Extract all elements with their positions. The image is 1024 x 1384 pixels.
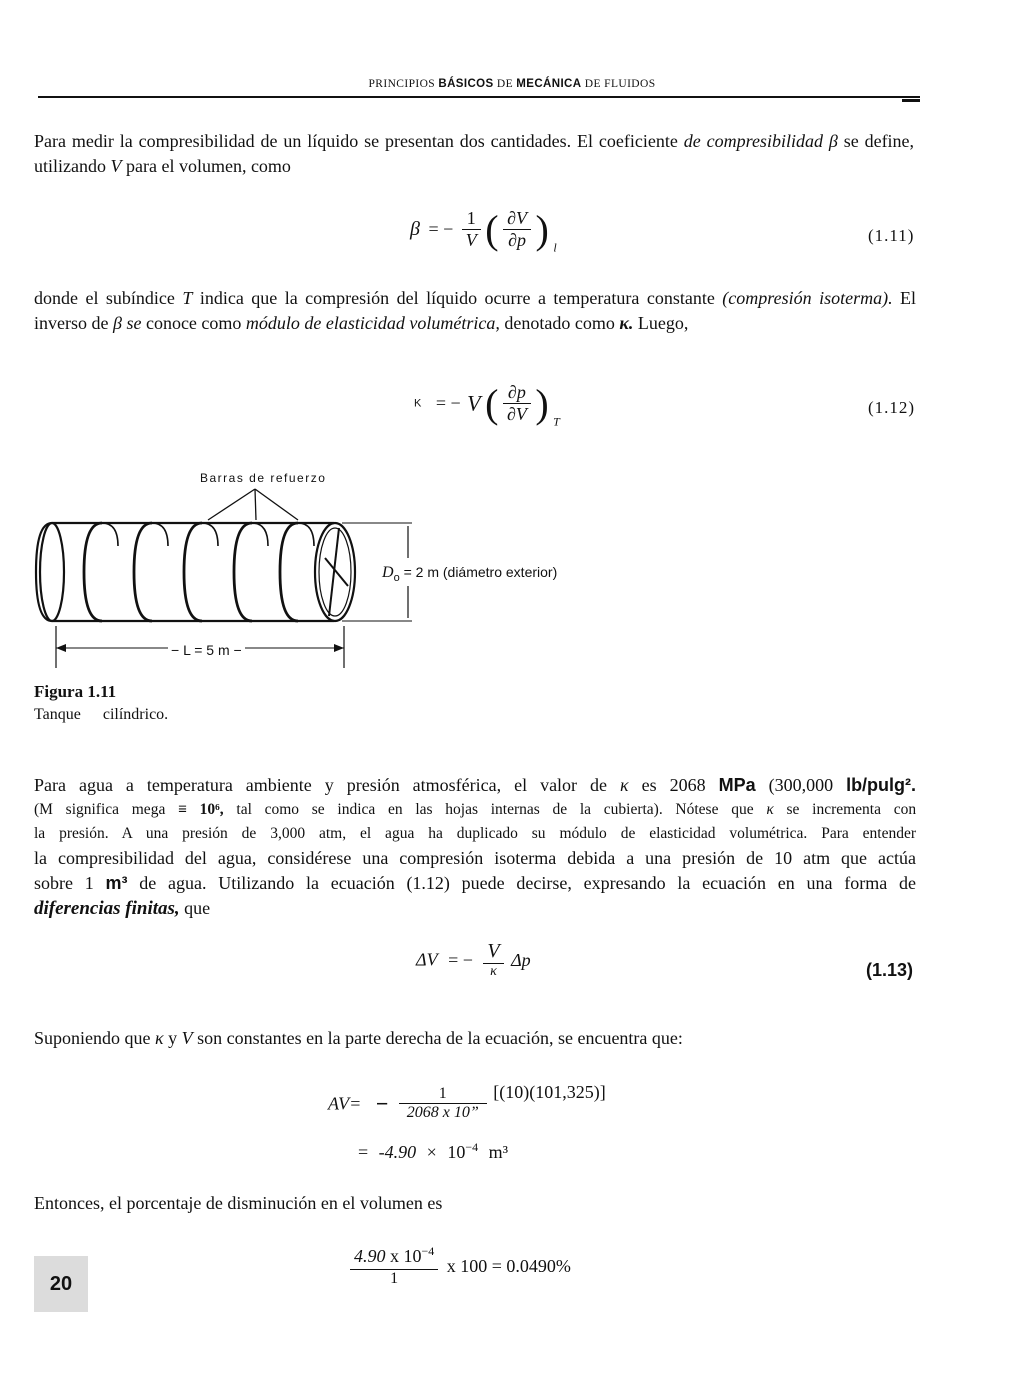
calc-operator: × <box>426 1142 437 1162</box>
eq-subscript: l <box>553 240 557 255</box>
denominator: κ <box>490 964 497 979</box>
eq-symbol: ΔV <box>416 949 438 970</box>
left-paren: ( <box>485 207 499 252</box>
figure-caption-title: Figura 1.11 <box>34 682 117 701</box>
text: indica que la compresión del líquido ocurre a temperatura constante <box>199 288 715 308</box>
diameter-label <box>382 564 557 584</box>
text: para el volumen, como <box>125 156 291 176</box>
text: tal como se indica en las hojas internas de la cubierta). Nótese que <box>236 801 754 818</box>
eq-symbol: K <box>414 397 422 410</box>
text: la compresibilidad del agua, considérese una compresión isoterma debida a una presión de 10 atm que actúa <box>34 848 916 868</box>
page-number: 20 <box>34 1256 88 1312</box>
right-paren: ) <box>535 381 549 426</box>
operator: x <box>390 1246 399 1266</box>
text: sobre 1 <box>34 873 94 893</box>
paragraph-2 <box>34 286 916 336</box>
text: que <box>184 898 211 918</box>
symbol: β <box>112 313 122 333</box>
header-rule <box>38 96 920 98</box>
text: Entonces, el porcentaje de disminución en el volumen es <box>34 1193 443 1213</box>
symbol: ≡ <box>178 801 187 818</box>
text: conoce como <box>145 313 242 333</box>
eq-symbol: β <box>410 218 420 240</box>
text: se <box>126 313 142 333</box>
paragraph-3 <box>34 773 916 921</box>
equation-number: (1.11) <box>868 226 915 245</box>
symbol: V <box>110 156 122 176</box>
numerator <box>350 1244 438 1270</box>
text: (300,000 <box>768 775 834 795</box>
eq-operator: = − <box>435 393 461 413</box>
text: isoterma). <box>819 288 893 308</box>
header-word: DE FLUIDOS <box>584 78 656 90</box>
exponent: −4 <box>421 1244 435 1258</box>
text: la presión. A una presión de 3,000 atm, el agua ha duplicado su módulo de elasticidad volumétrica. Para entender <box>34 825 916 842</box>
eq-symbol: Δp <box>511 949 531 970</box>
right-paren: ) <box>535 207 549 252</box>
symbol: κ <box>766 801 774 818</box>
text: (compresión <box>722 288 812 308</box>
eq-subscript: T <box>553 414 560 429</box>
text: El inverso de <box>34 288 917 333</box>
text: (M significa mega <box>34 801 166 818</box>
text: diferencias finitas, <box>34 898 180 919</box>
calc-power-base: 10 <box>447 1142 466 1162</box>
symbol: κ <box>155 1028 164 1048</box>
calc-operator: = <box>358 1142 369 1162</box>
paragraph-5 <box>34 1191 916 1216</box>
denominator: 1 <box>390 1270 399 1287</box>
unit: MPa <box>718 775 756 795</box>
text: Suponiendo que <box>34 1028 151 1048</box>
calculation-line-2 <box>358 1140 508 1163</box>
equation-1-11 <box>410 206 557 262</box>
text: Luego, <box>637 313 689 333</box>
text: = 2 m (diámetro exterior) <box>403 564 558 580</box>
calc-operator: − <box>375 1090 389 1116</box>
header-word: MECÁNICA <box>516 78 582 90</box>
numerator: 1 <box>462 208 481 230</box>
eq-operator: = − <box>428 219 454 239</box>
numerator: V <box>483 940 503 964</box>
calc-fraction <box>399 1085 487 1122</box>
text: módulo de elasticidad volumétrica, <box>245 313 500 333</box>
symbol: 10⁶, <box>199 801 224 818</box>
numerator: ∂p <box>503 382 531 404</box>
denominator: V <box>465 230 477 250</box>
denominator: ∂p <box>508 230 526 250</box>
equation-number: (1.13) <box>866 960 914 980</box>
denominator: ∂V <box>506 404 527 424</box>
equation-number: (1.12) <box>868 398 916 417</box>
eq-operator: = − <box>448 949 473 970</box>
calc-value: -4.90 <box>378 1142 417 1162</box>
numerator: ∂V <box>503 208 531 230</box>
paragraph-4 <box>34 1026 916 1051</box>
calc-lhs: AV= <box>328 1093 362 1114</box>
symbol: β <box>828 131 838 151</box>
symbol: κ. <box>619 313 634 333</box>
eq-fraction <box>503 208 531 251</box>
unit: lb/pulg². <box>846 775 917 795</box>
calculation-line-1 <box>328 1082 606 1122</box>
text: donde el subíndice <box>34 288 175 308</box>
text: denotado como <box>504 313 615 333</box>
eq-fraction <box>503 382 531 425</box>
text: de agua. Utilizando la ecuación (1.12) puede decirse, expresando la ecuación en una forma de <box>139 873 917 893</box>
equation-1-13 <box>416 940 531 996</box>
symbol: κ <box>620 775 629 795</box>
text: Para medir la compresibilidad de un líquido se presentan dos cantidades. El coeficiente <box>34 131 678 151</box>
running-header <box>0 78 1024 90</box>
equation-1-12 <box>414 380 560 436</box>
text: se define, utilizando <box>34 131 915 176</box>
value: 4.90 <box>354 1246 386 1266</box>
text: y <box>168 1028 178 1048</box>
percentage-calculation <box>350 1244 571 1288</box>
text: es 2068 <box>641 775 706 795</box>
eq-fraction <box>483 940 503 980</box>
text: se incrementa con <box>786 801 917 818</box>
eq-symbol: V <box>467 390 481 416</box>
power-base: 10 <box>403 1246 422 1266</box>
subscript: o <box>393 571 400 584</box>
denominator: 2068 x 10” <box>406 1104 479 1122</box>
calc-bracket: [(10)(101,325)] <box>493 1082 606 1102</box>
numerator: 1 <box>399 1085 487 1104</box>
text: Para agua a temperatura ambiente y presión atmosférica, el valor de <box>34 775 608 795</box>
pct-result: x 100 = 0.0490% <box>446 1255 571 1276</box>
text: de compresibilidad <box>683 131 823 151</box>
left-paren: ( <box>485 381 499 426</box>
eq-fraction <box>462 208 481 251</box>
pct-fraction <box>350 1244 438 1288</box>
symbol: T <box>182 288 193 308</box>
header-rule-tick <box>902 99 920 102</box>
header-word: BÁSICOS <box>438 78 494 90</box>
figure-caption-text: Tanque cilíndrico. <box>34 706 169 723</box>
calc-exponent: −4 <box>465 1140 479 1154</box>
figure-label-reinforcement: Barras de refuerzo <box>200 471 327 485</box>
header-word: PRINCIPIOS <box>368 78 436 90</box>
calc-unit: m³ <box>488 1142 508 1162</box>
header-word: DE <box>496 78 514 90</box>
text: son constantes en la parte derecha de la ecuación, se encuentra que: <box>197 1028 683 1048</box>
unit: m³ <box>105 873 128 893</box>
symbol: D <box>382 564 394 581</box>
length-label: − L = 5 m − <box>168 642 245 658</box>
symbol: V <box>181 1028 193 1048</box>
paragraph-1 <box>34 129 914 179</box>
